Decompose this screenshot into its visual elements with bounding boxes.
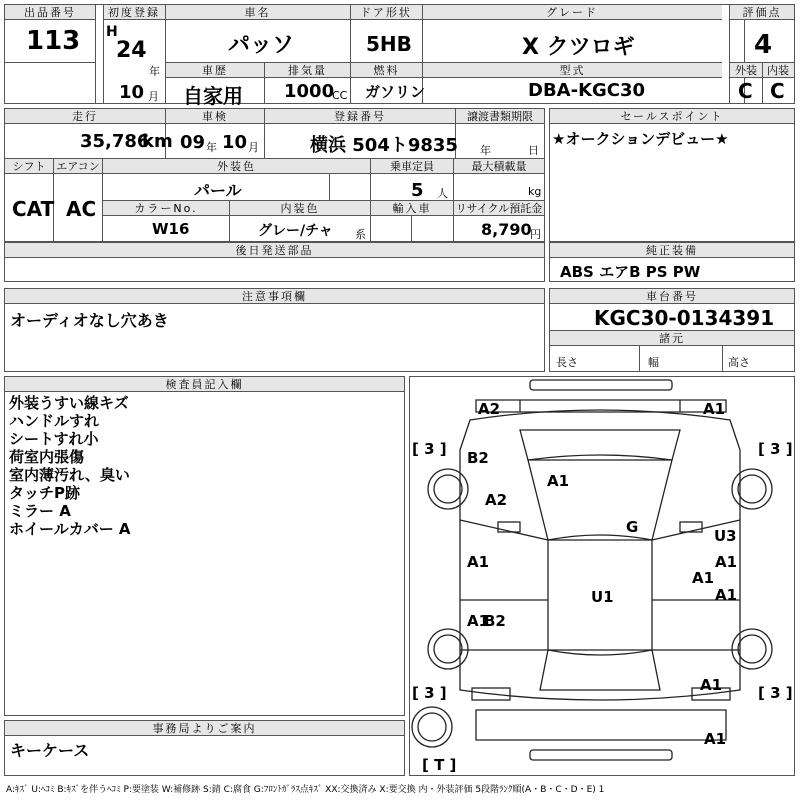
tire-label: [ 3 ] bbox=[412, 684, 447, 702]
tire-label: [ T ] bbox=[422, 756, 457, 774]
interior-color-header: 内装色 bbox=[230, 201, 370, 216]
caution-note: オーディオなし穴あき bbox=[10, 311, 169, 330]
tire-label: [ 3 ] bbox=[758, 684, 793, 702]
interior-header: 内装 bbox=[762, 63, 794, 78]
inspector-note: 室内薄汚れ、臭い bbox=[9, 466, 130, 484]
aircon-header: エアコン bbox=[54, 159, 102, 174]
inspection-month-unit: 月 bbox=[248, 141, 259, 154]
damage-mark: G bbox=[626, 518, 639, 536]
inspection-year-unit: 年 bbox=[206, 141, 217, 154]
damage-mark: A1 bbox=[704, 730, 727, 748]
damage-mark: A1 bbox=[715, 586, 738, 604]
damage-mark: B2 bbox=[467, 449, 489, 467]
genuine-equipment: ABS エアB PS PW bbox=[560, 263, 701, 281]
aircon: AC bbox=[66, 197, 97, 221]
load-unit: kg bbox=[528, 185, 542, 198]
mileage-header: 走行 bbox=[5, 109, 165, 124]
inspector-note: タッチP跡 bbox=[9, 484, 80, 502]
capacity-header: 乗車定員 bbox=[371, 159, 453, 174]
damage-mark: A2 bbox=[478, 400, 501, 418]
fuel-header: 燃料 bbox=[351, 63, 422, 78]
recycle-unit: 円 bbox=[530, 228, 541, 241]
month-unit: 月 bbox=[148, 90, 159, 103]
reg-no-header: 登録番号 bbox=[265, 109, 455, 124]
damage-mark: U3 bbox=[714, 527, 737, 545]
chassis-header: 車台番号 bbox=[550, 289, 794, 304]
capacity: 5 bbox=[411, 180, 424, 201]
damage-mark: A1 bbox=[700, 676, 723, 694]
damage-mark: A1 bbox=[467, 553, 490, 571]
transfer-year-unit: 年 bbox=[480, 144, 491, 157]
mileage: 35,786 bbox=[80, 131, 150, 152]
score: 4 bbox=[754, 30, 773, 60]
spec-width-label: 幅 bbox=[648, 356, 659, 369]
damage-mark: A1 bbox=[547, 472, 570, 490]
damage-mark: B2 bbox=[484, 612, 506, 630]
transfer-header: 譲渡書類期限 bbox=[456, 109, 544, 124]
model-header: 型式 bbox=[423, 63, 722, 78]
history-header: 車歴 bbox=[166, 63, 264, 78]
sales-point-header: セールスポイント bbox=[550, 109, 794, 124]
score-header: 評価点 bbox=[730, 5, 794, 20]
inspection-year: 09 bbox=[180, 132, 206, 153]
first-reg-year: 24 bbox=[116, 38, 147, 63]
tire-label: [ 3 ] bbox=[412, 440, 447, 458]
chassis-number: KGC30-0134391 bbox=[594, 306, 775, 330]
recycle-header: リサイクル預託金 bbox=[455, 202, 543, 215]
exterior-header: 外装 bbox=[730, 63, 762, 78]
inspector-note: 荷室内張傷 bbox=[9, 448, 85, 466]
km-unit: km bbox=[142, 131, 173, 152]
max-load-header: 最大積載量 bbox=[454, 159, 544, 174]
displacement: 1000 bbox=[284, 81, 335, 102]
shift: CAT bbox=[12, 197, 55, 221]
damage-mark: A1 bbox=[692, 569, 715, 587]
interior-score: C bbox=[770, 79, 785, 103]
exterior-color: パール bbox=[194, 181, 242, 200]
damage-mark: A1 bbox=[467, 612, 490, 630]
genuine-header: 純正装備 bbox=[550, 243, 794, 258]
tire-label: [ 3 ] bbox=[758, 440, 793, 458]
registration-number: 横浜 504ト9835 bbox=[310, 135, 458, 156]
inspector-notes bbox=[9, 394, 131, 538]
inspection-month: 10 bbox=[222, 132, 248, 153]
door-header: ドア形状 bbox=[350, 5, 422, 20]
car-history: 自家用 bbox=[183, 84, 243, 108]
door-type: 5HB bbox=[366, 32, 412, 56]
first-reg-header: 初度登録 bbox=[103, 5, 165, 20]
inspection-header: 車検 bbox=[166, 109, 264, 124]
interior-color-unit: 系 bbox=[355, 228, 366, 241]
model-code: DBA-KGC30 bbox=[528, 80, 646, 101]
color-no-header: カラーNo. bbox=[103, 201, 229, 216]
damage-mark: A2 bbox=[485, 491, 508, 509]
spec-height-label: 高さ bbox=[728, 356, 750, 369]
sales-point: ★オークションデビュー★ bbox=[552, 130, 729, 148]
lot-header: 出品番号 bbox=[5, 5, 95, 20]
inspector-header: 検査員記入欄 bbox=[5, 377, 404, 392]
grade-header: グレード bbox=[422, 5, 722, 20]
first-reg-month: 10 bbox=[119, 82, 145, 103]
car-name-header: 車名 bbox=[165, 5, 350, 20]
inspector-note: 外装うすい線キズ bbox=[9, 394, 129, 412]
grade: X クツロギ bbox=[522, 35, 635, 60]
legend: A:ｷｽﾞ U:ﾍｺﾐ B:ｷｽﾞを伴うﾍｺﾐ P:要塗装 W:補修跡 S:錆 C:腐食 G:ﾌﾛﾝﾄｶﾞﾗｽ点ｷｽﾞ XX:交換済み X:要交換 内・外装評価 5段階ﾗﾝｸ順(A・B・C・D・E) 1 bbox=[6, 785, 605, 795]
damage-mark: A1 bbox=[703, 400, 726, 418]
spec-length-label: 長さ bbox=[556, 356, 578, 369]
lot-number: 113 bbox=[26, 26, 81, 56]
interior-color: グレー/チャ bbox=[258, 223, 333, 239]
exterior-score: C bbox=[738, 79, 753, 103]
era: H bbox=[106, 24, 118, 40]
inspector-note: ミラー A bbox=[9, 502, 71, 520]
fuel: ガソリン bbox=[365, 83, 426, 101]
inspector-note: シートすれ小 bbox=[9, 430, 99, 448]
caution-header: 注意事項欄 bbox=[5, 289, 544, 304]
damage-mark: A1 bbox=[715, 553, 738, 571]
car-name: パッソ bbox=[228, 33, 295, 58]
damage-mark: U1 bbox=[591, 588, 614, 606]
shift-header: シフト bbox=[5, 159, 53, 174]
office-header: 事務局よりご案内 bbox=[5, 721, 404, 736]
transfer-day-unit: 日 bbox=[528, 144, 539, 157]
cc-unit: CC bbox=[332, 89, 348, 102]
car-damage-diagram bbox=[409, 376, 795, 776]
inspector-note: ハンドルすれ bbox=[9, 412, 100, 430]
year-unit: 年 bbox=[149, 65, 160, 78]
import-header: 輸入車 bbox=[371, 201, 453, 216]
specs-header: 諸元 bbox=[550, 331, 794, 346]
color-number: W16 bbox=[152, 220, 190, 238]
color-header: 外装色 bbox=[103, 159, 370, 174]
inspector-note: ホイールカバー A bbox=[9, 520, 131, 538]
later-parts-header: 後日発送部品 bbox=[5, 243, 544, 258]
displacement-header: 排気量 bbox=[265, 63, 350, 78]
capacity-unit: 人 bbox=[437, 187, 448, 200]
office-note: キーケース bbox=[10, 741, 90, 760]
recycle-fee: 8,790 bbox=[481, 220, 532, 239]
